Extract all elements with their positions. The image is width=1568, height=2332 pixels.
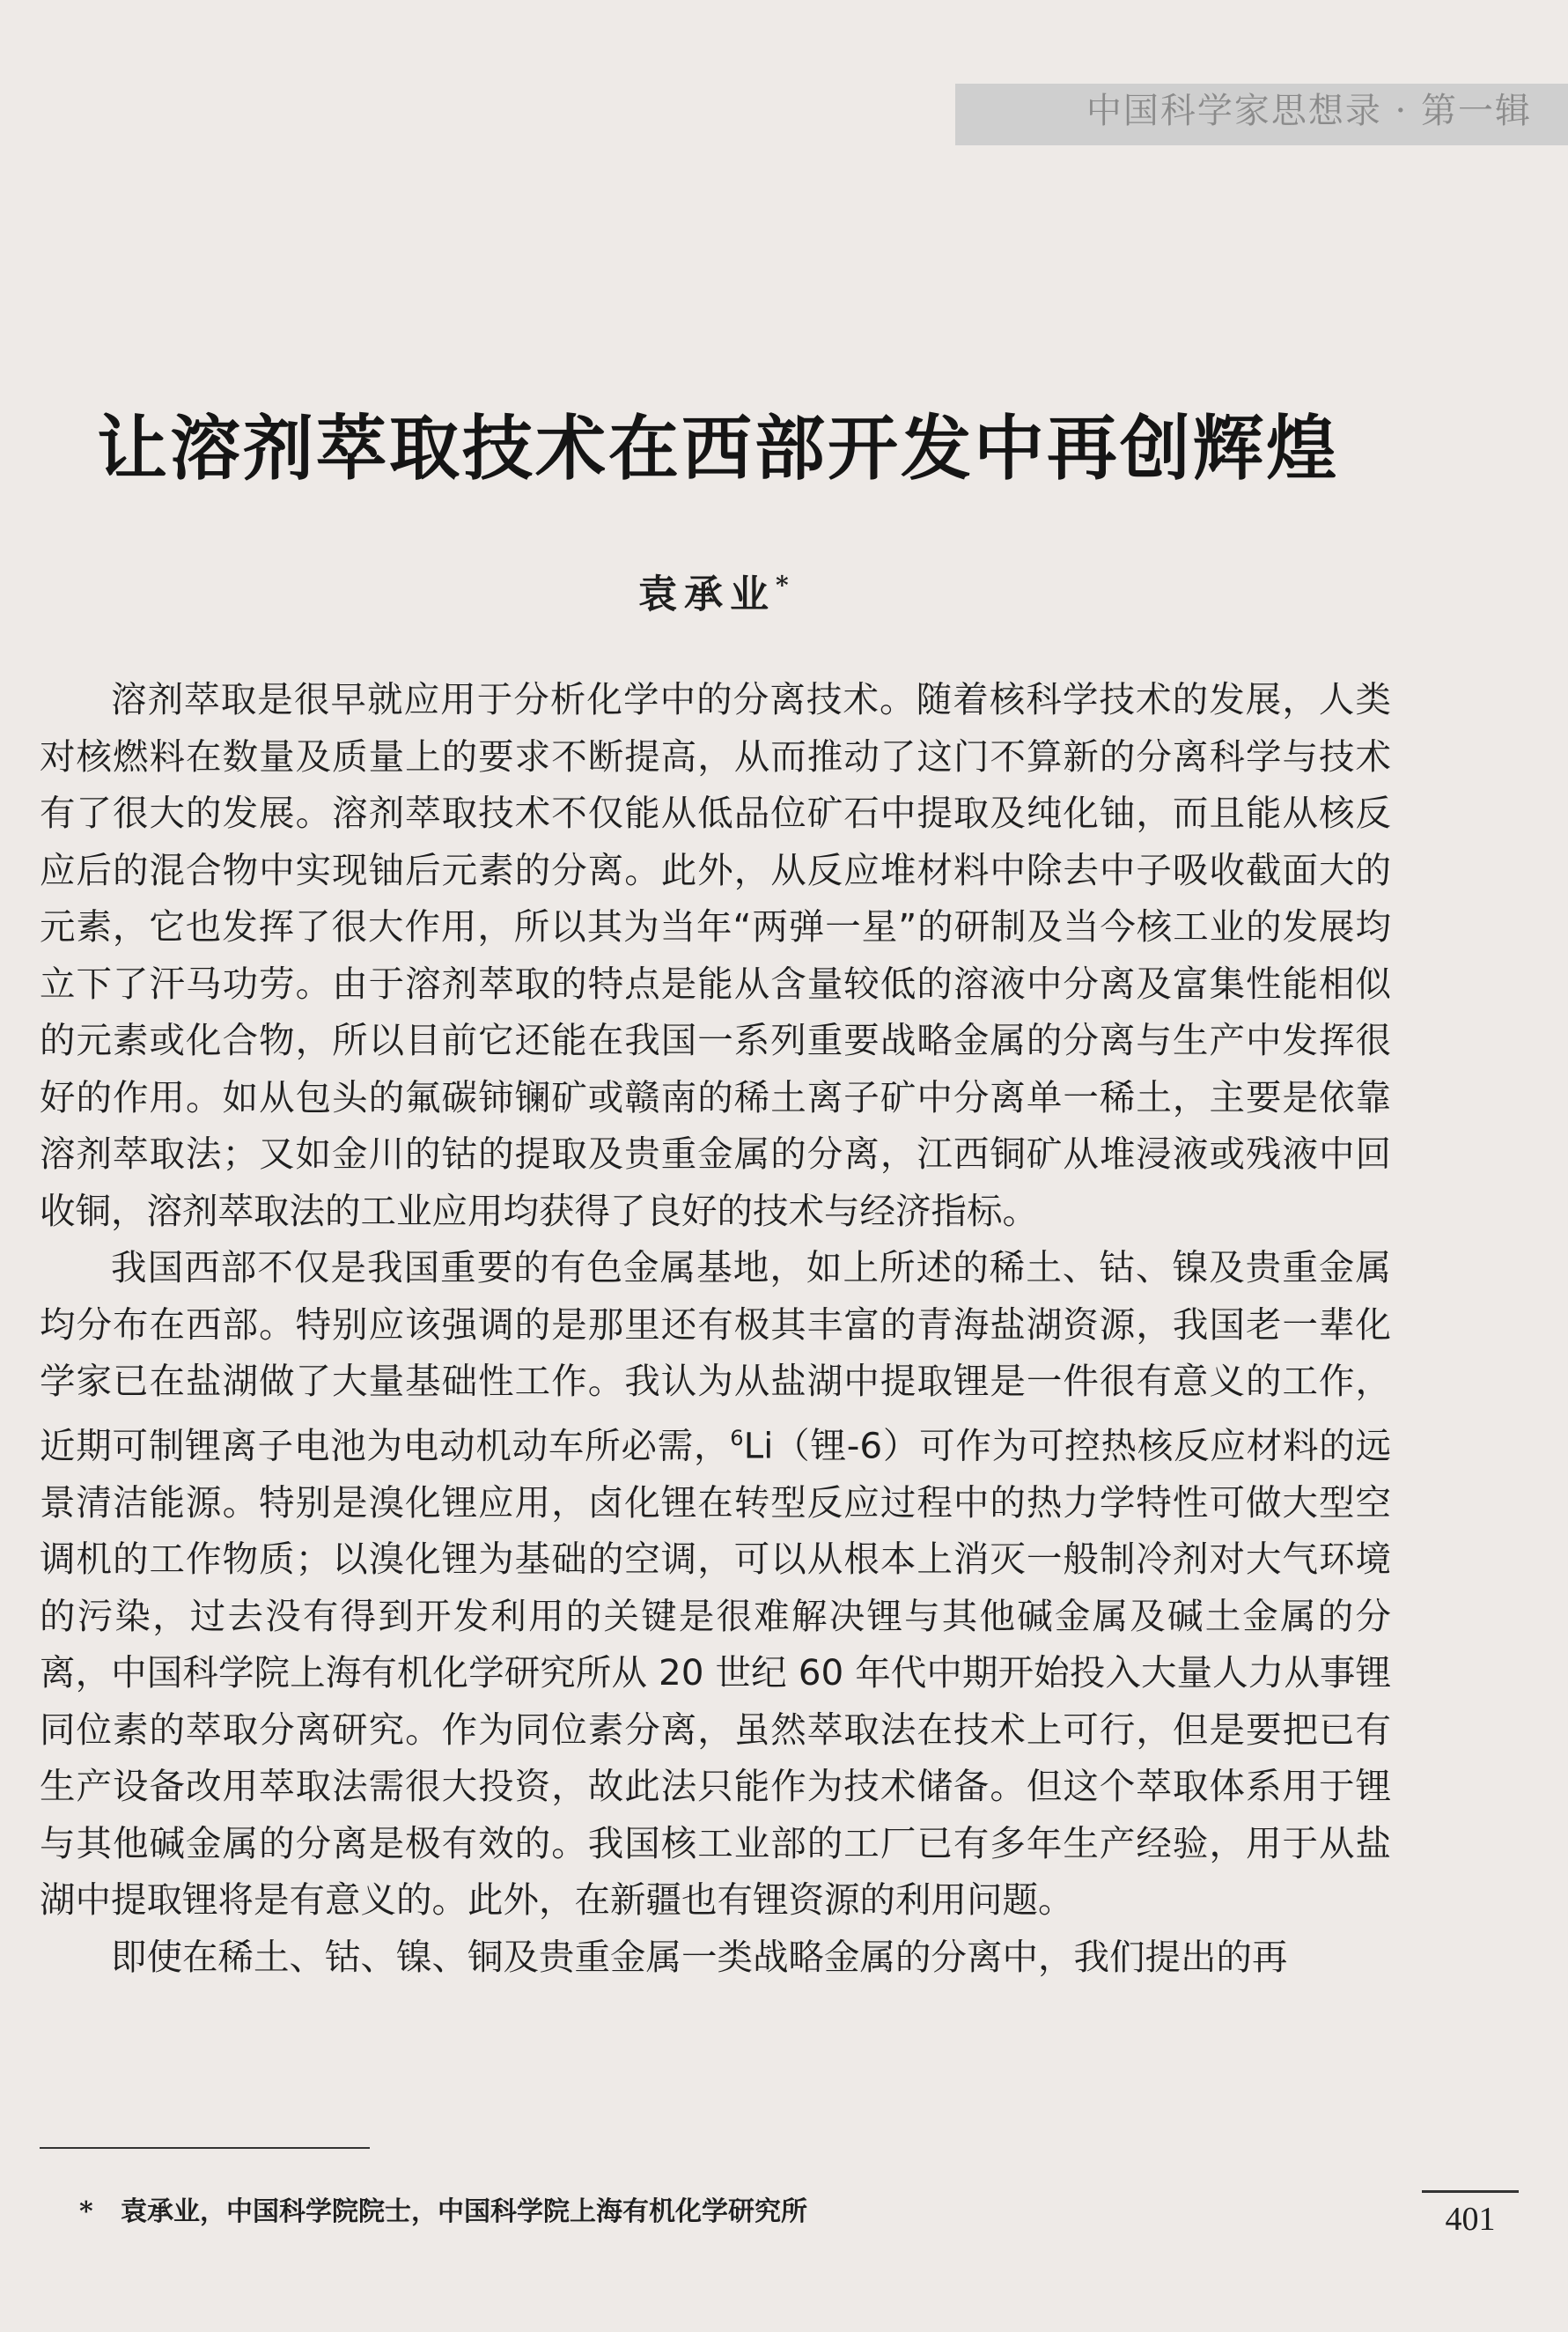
isotope-superscript: 6 [730, 1425, 744, 1450]
page-number: 401 [1445, 2201, 1496, 2238]
footnote-marker: * [79, 2196, 93, 2227]
body-paragraph-3: 即使在稀土、钴、镍、铜及贵重金属一类战略金属的分离中，我们提出的再 [111, 1935, 1288, 1978]
author-footnote-marker: * [776, 571, 789, 600]
article-body [40, 671, 1391, 1985]
paragraph-2-part-2: Li（锂-6）可作为可控热核反应材料的远景清洁能源。特别是溴化锂应用，卤化锂在转型反应过程中的热力学特性可做大型空调机的工作物质；以溴化锂为基础的空调，可以从根本上消灭一般制冷剂对大气环境的污染，过去没有得到开发利用的关键是很难解决锂与其他碱金属及碱土金属的分离，中国科学院上海有机化学研究所从 20 世纪 60 年代中期开始投入大量人力从事锂同位素的萃取分离研究。作为同位素分离，虽然萃取法在技术上可行，但是要把已有生产设备改用萃取法需很大投资，故此法只能作为技术储备。但这个萃取体系用于锂与其他碱金属的分离是极有效的。我国核工业部的工厂已有多年生产经验，用于从盐湖中提取锂将是有意义的。此外，在新疆也有锂资源的利用问题。 [40, 1424, 1392, 1921]
author-line [638, 555, 990, 626]
paragraph-2-part-1: 我国西部不仅是我国重要的有色金属基地，如上所述的稀土、钴、镍及贵重金属均分布在西部。特别应该强调的是那里还有极其丰富的青海盐湖资源，我国老一辈化学家已在盐湖做了大量基础性工作。我认为从盐湖中提取锂是一件很有意义的工作，近期可制锂离子电池为电动机动车所必需， [40, 1246, 1391, 1466]
footnote-text: 袁承业，中国科学院院士，中国科学院上海有机化学研究所 [121, 2196, 808, 2227]
author-name: 袁承业 [638, 572, 776, 617]
footnote-divider [40, 2147, 370, 2149]
body-paragraph-2 [40, 1239, 1391, 1929]
body-paragraph-1: 溶剂萃取是很早就应用于分析化学中的分离技术。随着核科学技术的发展，人类对核燃料在数量及质量上的要求不断提高，从而推动了这门不算新的分离科学与技术有了很大的发展。溶剂萃取技术不仅能从低品位矿石中提取及纯化铀，而且能从核反应后的混合物中实现铀后元素的分离。此外，从反应堆材料中除去中子吸收截面大的元素，它也发挥了很大作用，所以其为当年“两弹一星”的研制及当今核工业的发展均立下了汗马功劳。由于溶剂萃取的特点是能从含量较低的溶液中分离及富集性能相似的元素或化合物，所以目前它还能在我国一系列重要战略金属的分离与生产中发挥很好的作用。如从包头的氟碳铈镧矿或赣南的稀土离子矿中分离单一稀土，主要是依靠溶剂萃取法；又如金川的钴的提取及贵重金属的分离，江西铜矿从堆浸液或残液中回收铜，溶剂萃取法的工业应用均获得了良好的技术与经济指标。 [40, 678, 1391, 1232]
article-title: 让溶剂萃取技术在西部开发中再创辉煌 [97, 408, 1339, 490]
running-header: 中国科学家思想录 · 第一辑 [1086, 91, 1532, 131]
page-number-rule [1422, 2190, 1519, 2193]
footnote [79, 2193, 1224, 2232]
